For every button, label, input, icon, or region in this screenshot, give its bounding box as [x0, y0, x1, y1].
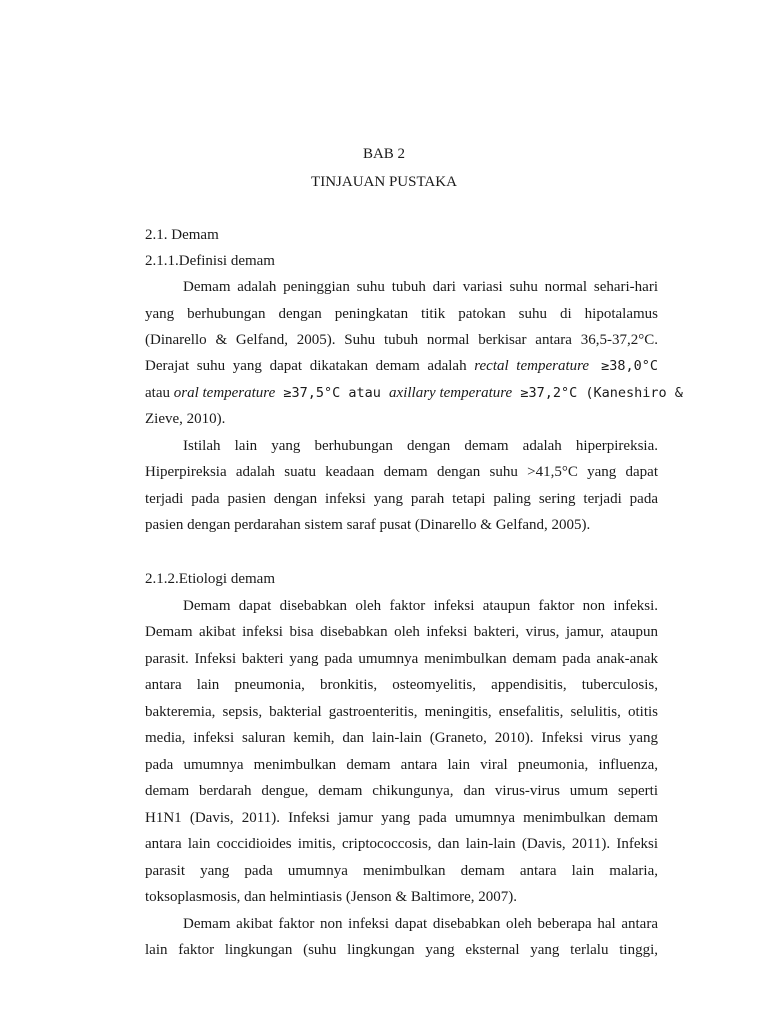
temperature-value: ≥38,0°C [589, 358, 658, 374]
paragraph-line: H1N1 (Davis, 2011). Infeksi jamur yang pada umumnya menimbulkan demam [145, 810, 658, 826]
paragraph-line: toksoplasmosis, dan helmintiasis (Jenson & Baltimore, 2007). [145, 889, 518, 905]
subsection-heading-2-1-2: 2.1.2.Etiologi demam [145, 571, 275, 587]
text-run: atau [145, 385, 174, 401]
italic-term: oral temperature [173, 385, 276, 401]
paragraph-line: Demam akibat infeksi bisa disebabkan oleh infeksi bakteri, virus, jamur, ataupun [145, 624, 658, 640]
paragraph-line: Demam adalah peninggian suhu tubuh dari variasi suhu normal sehari-hari [183, 279, 658, 295]
paragraph-line: media, infeksi saluran kemih, dan lain-lain (Graneto, 2010). Infeksi virus yang [145, 730, 658, 746]
section-heading-2-1: 2.1. Demam [145, 227, 219, 243]
paragraph-line: antara lain pneumonia, bronkitis, osteomyelitis, appendisitis, tuberculosis, [145, 677, 658, 693]
paragraph-line: lain faktor lingkungan (suhu lingkungan yang eksternal yang terlalu tinggi, [145, 942, 658, 958]
subsection-heading-2-1-1: 2.1.1.Definisi demam [145, 253, 275, 269]
paragraph-line: demam berdarah dengue, demam chikungunya, dan virus-virus umum seperti [145, 783, 658, 799]
italic-term: rectal temperature [474, 358, 590, 374]
paragraph-line: pada umumnya menimbulkan demam antara lain viral pneumonia, influenza, [145, 757, 658, 773]
paragraph-line [145, 385, 683, 402]
temperature-value: ≥37,5°C atau [275, 385, 390, 401]
text-run: Derajat suhu yang dapat dikatakan demam adalah [145, 358, 475, 374]
paragraph-line: antara lain coccidioides imitis, criptococcosis, dan lain-lain (Davis, 2011). Infeksi [145, 836, 658, 852]
chapter-number: BAB 2 [362, 146, 406, 162]
paragraph-line: (Dinarello & Gelfand, 2005). Suhu tubuh normal berkisar antara 36,5-37,2°C. [145, 332, 658, 348]
paragraph-line [145, 358, 658, 375]
paragraph-line: Istilah lain yang berhubungan dengan demam adalah hiperpireksia. [183, 438, 658, 454]
paragraph-line: parasit. Infeksi bakteri yang pada umumnya menimbulkan demam pada anak-anak [145, 651, 658, 667]
paragraph-line: bakteremia, sepsis, bakterial gastroenteritis, meningitis, ensefalitis, selulitis, otitis [145, 704, 658, 720]
paragraph-line: Hiperpireksia adalah suatu keadaan demam dengan suhu >41,5°C yang dapat [145, 464, 658, 480]
italic-term: axillary temperature [389, 385, 513, 401]
paragraph-line: terjadi pada pasien dengan infeksi yang parah tetapi paling sering terjadi pada [145, 491, 658, 507]
chapter-title: TINJAUAN PUSTAKA [311, 174, 457, 190]
paragraph-line: yang berhubungan dengan peningkatan titik patokan suhu di hipotalamus [145, 306, 658, 322]
paragraph-line: Zieve, 2010). [145, 411, 226, 427]
temperature-value: ≥37,2°C (Kaneshiro & [512, 385, 683, 401]
paragraph-line: Demam akibat faktor non infeksi dapat disebabkan oleh beberapa hal antara [183, 916, 658, 932]
paragraph-line: Demam dapat disebabkan oleh faktor infeksi ataupun faktor non infeksi. [183, 598, 658, 614]
paragraph-line: pasien dengan perdarahan sistem saraf pusat (Dinarello & Gelfand, 2005). [145, 517, 591, 533]
paragraph-line: parasit yang pada umumnya menimbulkan demam antara lain malaria, [145, 863, 658, 879]
